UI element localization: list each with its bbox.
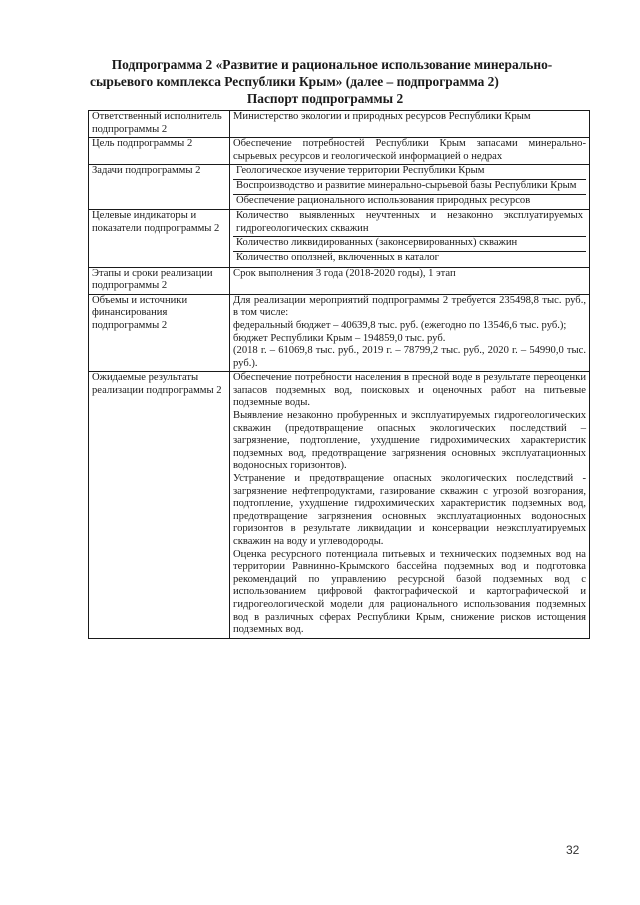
passport-heading: Паспорт подпрограммы 2: [246, 91, 404, 106]
row-value: Министерство экологии и природных ресурсов Республики Крым: [230, 111, 590, 138]
table-row-stages: [89, 267, 590, 294]
indicator-item: Количество ликвидированных (законсервированных) скважин: [233, 236, 586, 251]
row-label: Этапы и сроки реализации подпрограммы 2: [89, 267, 230, 294]
row-label: Целевые индикаторы и показатели подпрограммы 2: [89, 210, 230, 267]
table-row-results: [89, 372, 590, 638]
table-row-financing: [89, 294, 590, 372]
row-value-group: [230, 210, 590, 267]
table-row-responsible: [89, 111, 590, 138]
result-paragraph: Выявление незаконно пробуренных и эксплуатируемых гидрогеологических скважин (предотвращение опасных экологических последствий – загрязнение, подтопление, ухудшение гидрохимических характеристик подземных вод, предотвращение загрязнения основных эксплуатационных водоносных горизонтов).: [233, 410, 586, 472]
table-row-indicators: [89, 210, 590, 267]
row-label: Ответственный исполнитель подпрограммы 2: [89, 111, 230, 138]
row-label: Цель подпрограммы 2: [89, 138, 230, 165]
indicator-item: Количество оползней, включенных в каталог: [233, 251, 586, 266]
result-paragraph: Устранение и предотвращение опасных экологических последствий - загрязнение нефтепродуктами, газирование скважин с угрозой возгорания, подтопление, ухудшение гидрохимических характеристик подземных вод, предотвращение загрязнения основных эксплуатационных водоносных горизонтов в результате ликвидации и консервации неэксплуатируемых скважин на воду и углеводороды.: [233, 473, 586, 547]
task-item: Обеспечение рационального использования природных ресурсов: [233, 194, 586, 209]
result-paragraph: Оценка ресурсного потенциала питьевых и технических подземных вод на территории Равнинно-Крымского бассейна подземных вод и подготовка рекомендаций по управлению ресурсной базой подземных вод с использованием цифровой фактографической и картографической и гидрогеологической модели для рационального использования подземных вод в различных сферах Республики Крым, снижение рисков истощения подземных вод.: [233, 548, 586, 636]
title-line-2: сырьевого комплекса Республики Крым» (далее – подпрограмма 2): [90, 74, 499, 89]
financing-paragraph: бюджет Республики Крым – 194859,0 тыс. руб.: [233, 332, 446, 344]
financing-paragraph: федеральный бюджет – 40639,8 тыс. руб. (ежегодно по 13546,6 тыс. руб.);: [233, 319, 567, 331]
title-line-1: Подпрограмма 2 «Развитие и рациональное использование минерально-: [111, 57, 553, 72]
row-value: [230, 294, 590, 372]
task-item: Воспроизводство и развитие минерально-сырьевой базы Республики Крым: [233, 179, 586, 194]
row-label: Задачи подпрограммы 2: [89, 165, 230, 210]
page-number: 32: [566, 843, 580, 857]
result-paragraph: Обеспечение потребности населения в пресной воде в результате переоценки запасов подземных вод, поисковых и оценочных работ на питьевые подземные воды.: [233, 372, 586, 409]
row-label: Ожидаемые результаты реализации подпрограммы 2: [89, 372, 230, 638]
passport-table: [88, 110, 590, 639]
row-label: Объемы и источники финансирования подпрограммы 2: [89, 294, 230, 372]
row-value: Срок выполнения 3 года (2018-2020 годы), 1 этап: [230, 267, 590, 294]
indicator-item: Количество выявленных неучтенных и незаконно эксплуатируемых гидрогеологических скважин: [236, 210, 583, 234]
row-value: [230, 372, 590, 638]
financing-paragraph: (2018 г. – 61069,8 тыс. руб., 2019 г. – 78799,2 тыс. руб., 2020 г. – 54990,0 тыс. руб.).: [233, 345, 586, 369]
document-title: [70, 56, 580, 107]
financing-paragraph: Для реализации мероприятий подпрограммы 2 требуется 235498,8 тыс. руб., в том числе:: [233, 294, 586, 319]
row-value: Обеспечение потребностей Республики Крым запасами минерально-сырьевых ресурсов и геологической информацией о недрах: [230, 138, 590, 165]
row-value-group: [230, 165, 590, 210]
task-item: Геологическое изучение территории Республики Крым: [236, 165, 485, 177]
table-row-goal: [89, 138, 590, 165]
table-row-tasks: [89, 165, 590, 210]
